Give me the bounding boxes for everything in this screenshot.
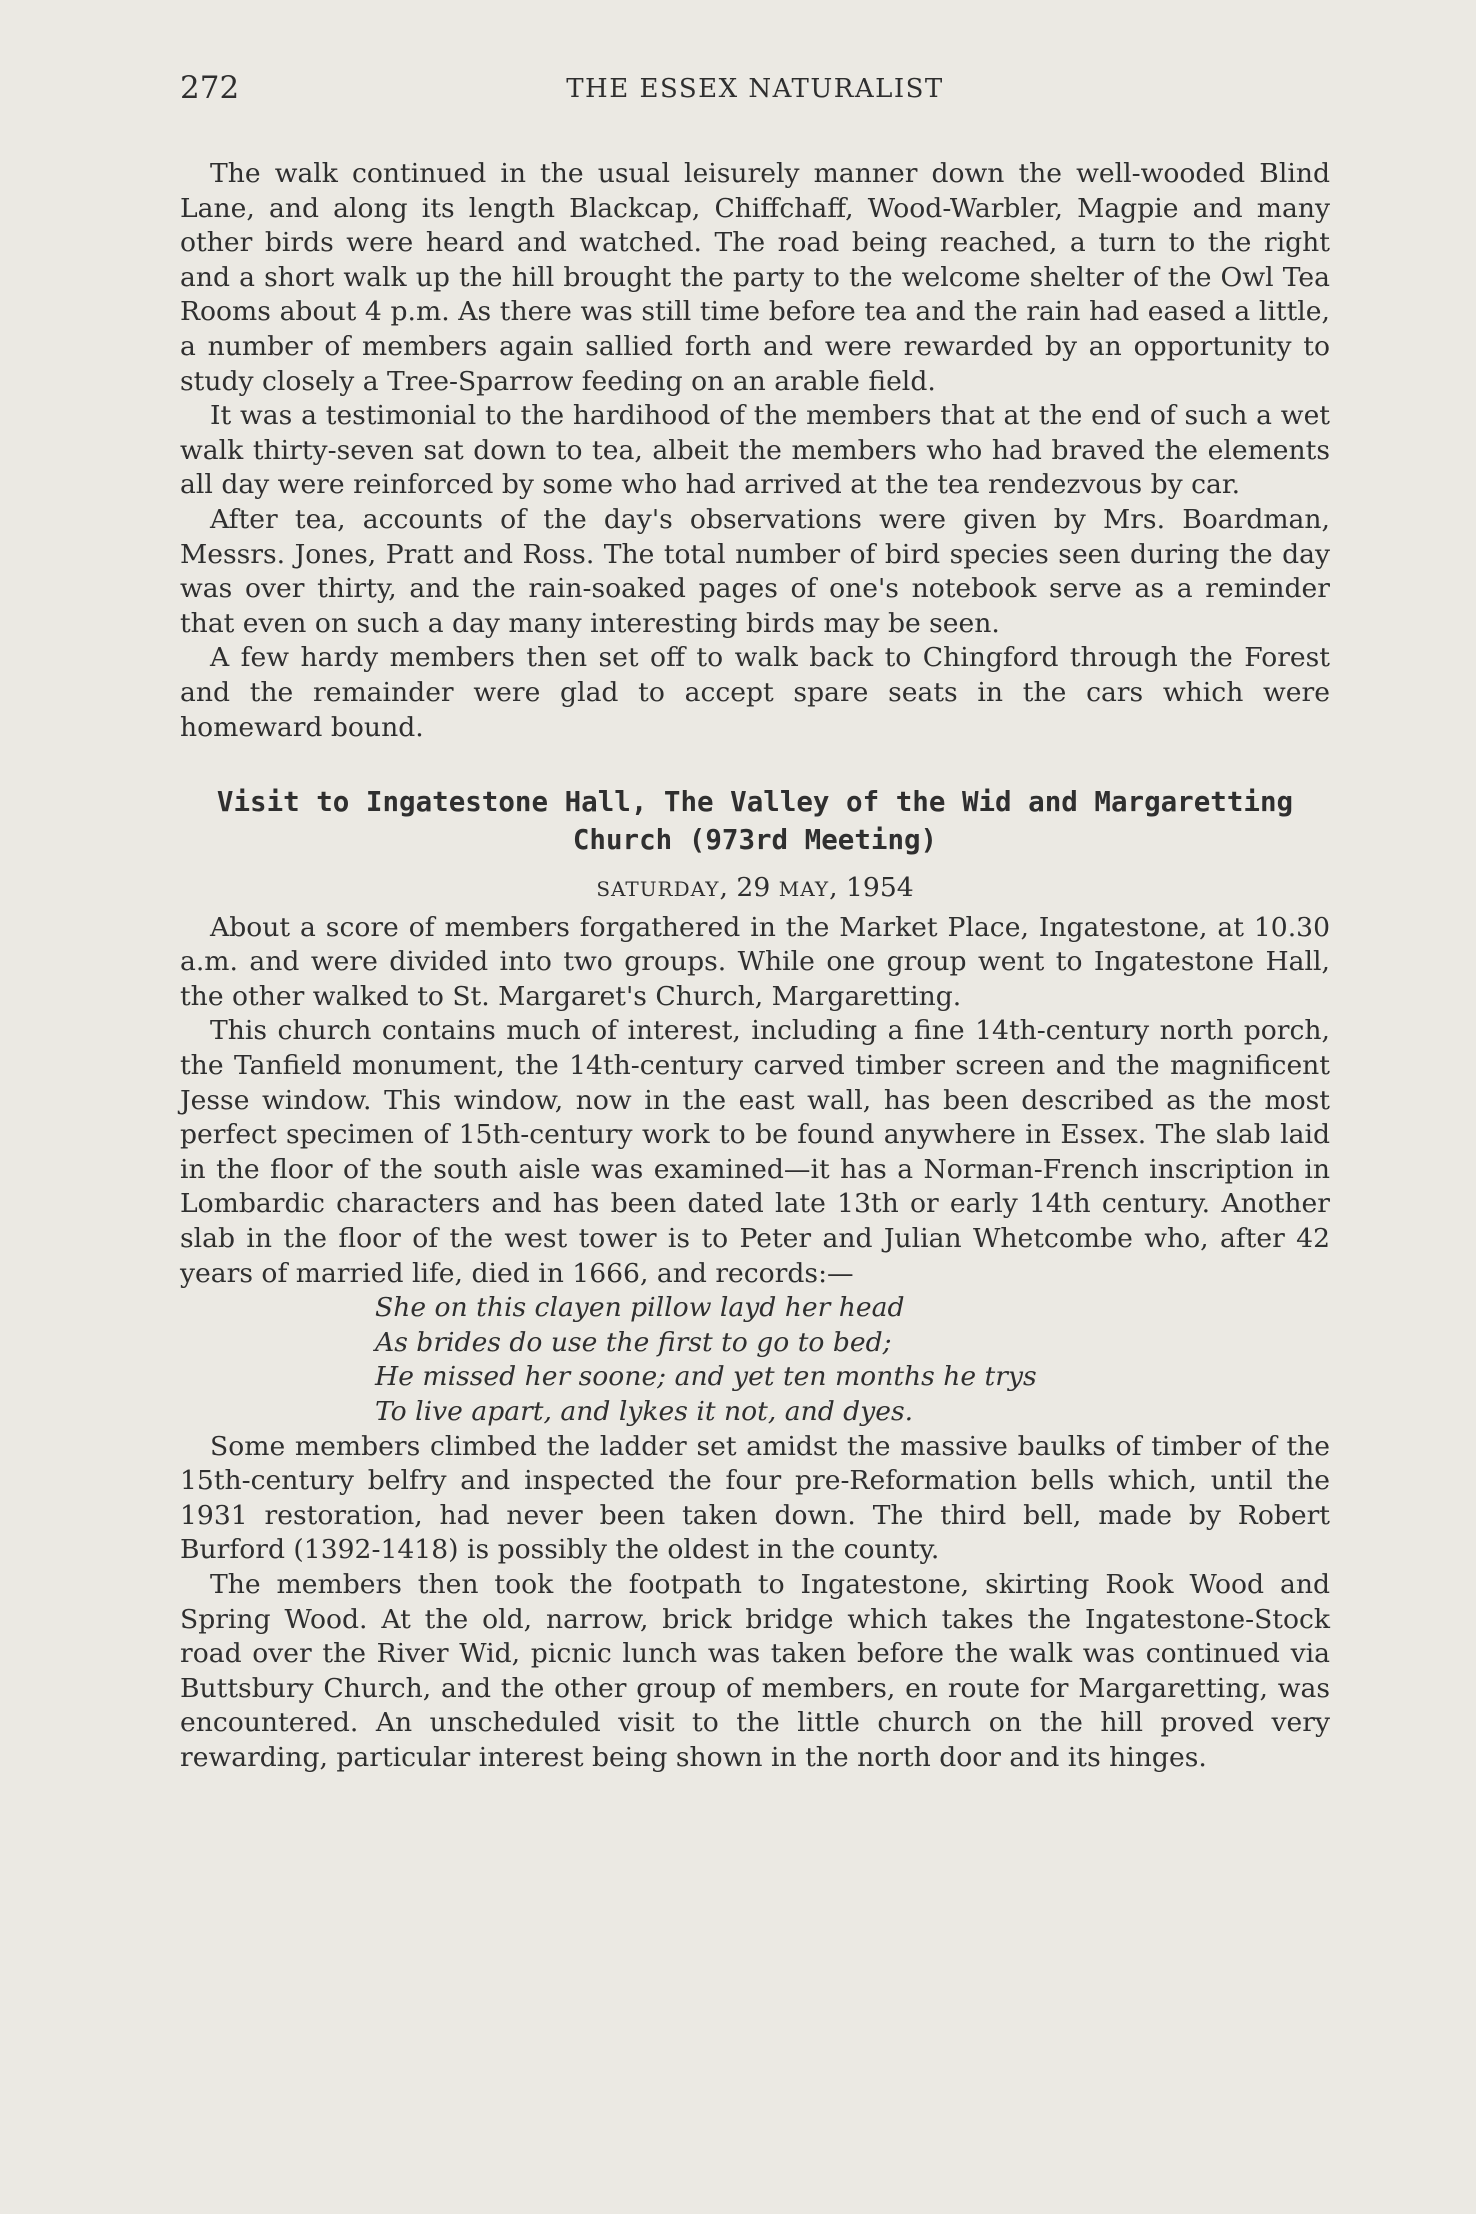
epitaph-verse bbox=[375, 1291, 1330, 1429]
page-body bbox=[180, 157, 1330, 1776]
body-paragraph: About a score of members forgathered in the Market Place, Ingatestone, at 10.30 a.m. and were divided into two groups. While one group went to Ingatestone Hall, the other walked to St. Margaret's Church, Margaretting. bbox=[180, 911, 1330, 1012]
date-year: 1954 bbox=[845, 872, 914, 904]
body-paragraph: After tea, accounts of the day's observations were given by Mrs. Boardman, Messrs. Jones, Pratt and Ross. The total number of bird species seen during the day was over thirty, and the rain-soaked pages of one's notebook serve as a reminder that even on such a day many interesting birds may be seen. bbox=[180, 503, 1330, 639]
body-paragraph: A few hardy members then set off to walk back to Chingford through the Forest and the remainder were glad to accept spare seats in the cars which were homeward bound. bbox=[180, 642, 1330, 743]
verse-line: He missed her soone; and yet ten months he trys bbox=[375, 1361, 1037, 1393]
page-header bbox=[180, 70, 1330, 114]
section-heading-line: Visit to Ingatestone Hall, The Valley of the Wid and Margaretting bbox=[216, 786, 1294, 819]
verse-line: To live apart, and lykes it not, and dyes. bbox=[375, 1396, 914, 1427]
body-paragraph: The members then took the footpath to Ingatestone, skirting Rook Wood and Spring Wood. At the old, narrow, brick bridge which takes the Ingatestone-Stock road over the River Wid, picnic lunch was taken before the walk was continued via Buttsbury Church, and the other group of members, en route for Margaretting, was encountered. An unscheduled visit to the little church on the hill proved very rewarding, particular interest being shown in the north door and its hinges. bbox=[180, 1568, 1330, 1773]
body-paragraph: Some members climbed the ladder set amidst the massive baulks of timber of the 15th-century belfry and inspected the four pre-Reformation bells which, until the 1931 restoration, had never been taken down. The third bell, made by Robert Burford (1392-1418) is possibly the oldest in the county. bbox=[180, 1430, 1330, 1566]
body-paragraph: It was a testimonial to the hardihood of the members that at the end of such a wet walk thirty-seven sat down to tea, albeit the members who had braved the elements all day were reinforced by some who had arrived at the tea rendezvous by car. bbox=[180, 400, 1330, 501]
section-date: SATURDAY, 29 MAY, 1954 bbox=[596, 872, 914, 904]
date-month: MAY bbox=[778, 877, 830, 902]
running-head: THE ESSEX NATURALIST bbox=[566, 74, 944, 104]
verse-line: She on this clayen pillow layd her head bbox=[375, 1292, 905, 1324]
section-heading bbox=[180, 783, 1330, 859]
section-heading-line: Church (973rd Meeting) bbox=[572, 824, 938, 857]
date-day: 29 bbox=[736, 872, 771, 904]
body-paragraph: The walk continued in the usual leisurely manner down the well-wooded Blind Lane, and along its length Blackcap, Chiffchaff, Wood-Warbler, Magpie and many other birds were heard and watched. The road being reached, a turn to the right and a short walk up the hill brought the party to the welcome shelter of the Owl Tea Rooms about 4 p.m. As there was still time before tea and the rain had eased a little, a number of members again sallied forth and were rewarded by an opportunity to study closely a Tree-Sparrow feeding on an arable field. bbox=[180, 158, 1330, 397]
verse-line: As brides do use the first to go to bed; bbox=[375, 1326, 892, 1358]
body-paragraph: This church contains much of interest, including a fine 14th-century north porch, the Tanfield monument, the 14th-century carved timber screen and the magnificent Jesse window. This window, now in the east wall, has been described as the most perfect specimen of 15th-century work to be found anywhere in Essex. The slab laid in the floor of the south aisle was examined—it has a Norman-French inscription in Lombardic characters and has been dated late 13th or early 14th century. Another slab in the floor of the west tower is to Peter and Julian Whetcombe who, after 42 years of married life, died in 1666, and records:— bbox=[180, 1015, 1330, 1289]
page-number: 272 bbox=[180, 70, 240, 106]
date-weekday: SATURDAY bbox=[596, 877, 720, 902]
